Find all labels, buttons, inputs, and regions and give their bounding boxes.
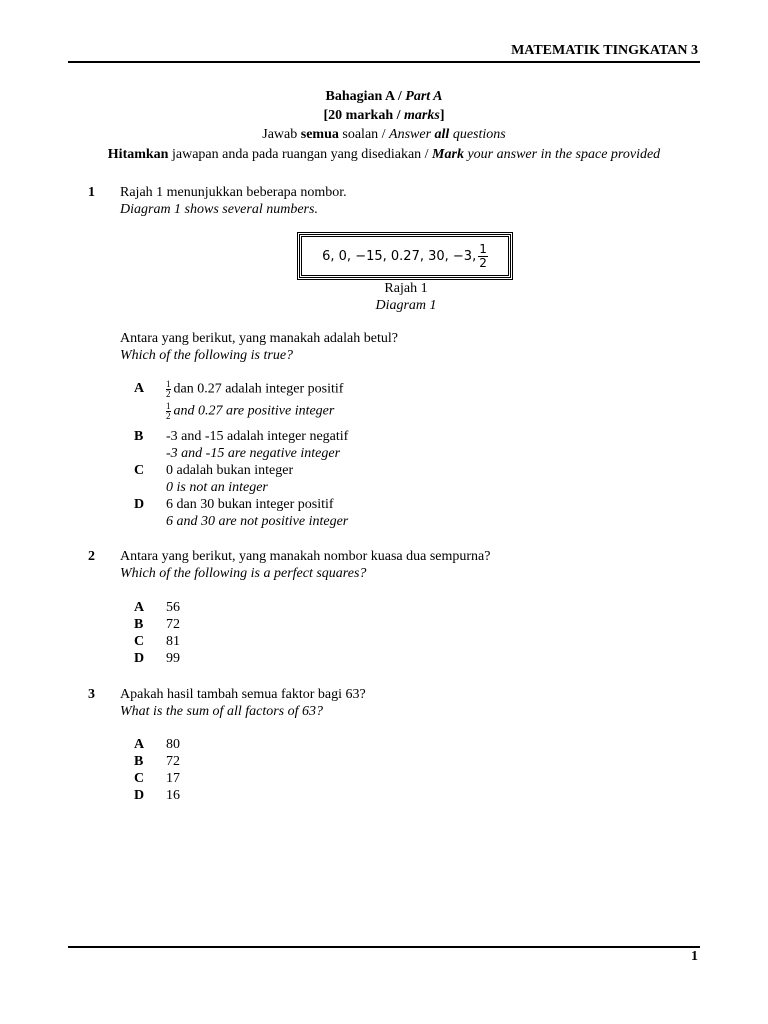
mark-instruction: Hitamkan jawapan anda pada ruangan yang disediakan / Mark your answer in the space provided (107, 147, 661, 162)
part-heading: Bahagian A / Part A (325, 89, 443, 104)
question-number: 2 (88, 549, 95, 564)
question-number: 1 (88, 185, 95, 200)
question-text: Antara yang berikut, yang manakah nombor kuasa dua sempurna? Which of the following is a perfect squares? (120, 549, 491, 581)
answer-instruction: Jawab semua soalan / Answer all questions (262, 127, 506, 142)
header-rule (68, 61, 700, 63)
diagram-numbers: 6, 0, −15, 0.27, 30, −3, (322, 248, 477, 264)
option-a[interactable]: 80 (166, 737, 180, 752)
option-letter: A (134, 600, 145, 615)
option-letter: C (134, 771, 145, 786)
option-b[interactable]: 72 (166, 754, 180, 769)
option-a[interactable]: 56 (166, 600, 180, 615)
option-d[interactable]: 16 (166, 788, 180, 803)
diagram-caption: Rajah 1 Diagram 1 (375, 281, 437, 313)
option-letter: D (134, 497, 145, 512)
option-b[interactable]: -3 and -15 adalah integer negatif -3 and -15 are negative integer (166, 429, 349, 461)
option-b[interactable]: 72 (166, 617, 180, 632)
option-letter: A (134, 381, 145, 396)
option-a[interactable]: $\frac{1}{2}$ dan 0.27 adalah integer positif $\frac{1}{2}$ and 0.27 are positive integer (166, 379, 344, 421)
diagram-box (299, 234, 511, 278)
option-letter: B (134, 617, 144, 632)
option-d[interactable]: 99 (166, 651, 180, 666)
option-d[interactable]: 6 dan 30 bukan integer positif 6 and 30 are not positive integer (166, 497, 349, 529)
option-c[interactable]: 81 (166, 634, 180, 649)
footer-rule (68, 946, 700, 948)
question-number: 3 (88, 687, 95, 702)
question-text: Apakah hasil tambah semua faktor bagi 63? What is the sum of all factors of 63? (120, 687, 366, 719)
option-letter: B (134, 754, 144, 769)
option-letter: B (134, 429, 144, 444)
header-title: MATEMATIK TINGKATAN 3 (511, 43, 698, 58)
diagram-fraction: $\frac{1}{2}$ (479, 241, 487, 270)
page-number: 1 (691, 949, 698, 964)
question-prompt: Antara yang berikut, yang manakah adalah betul? Which of the following is true? (120, 331, 398, 363)
question-text: Rajah 1 menunjukkan beberapa nombor. Diagram 1 shows several numbers. (120, 185, 347, 217)
option-letter: D (134, 788, 145, 803)
option-letter: C (134, 634, 145, 649)
marks-heading: [20 markah / marks] (323, 108, 445, 123)
option-c[interactable]: 0 adalah bukan integer 0 is not an integer (166, 463, 294, 495)
option-letter: D (134, 651, 145, 666)
option-letter: C (134, 463, 145, 478)
option-letter: A (134, 737, 145, 752)
option-c[interactable]: 17 (166, 771, 180, 786)
